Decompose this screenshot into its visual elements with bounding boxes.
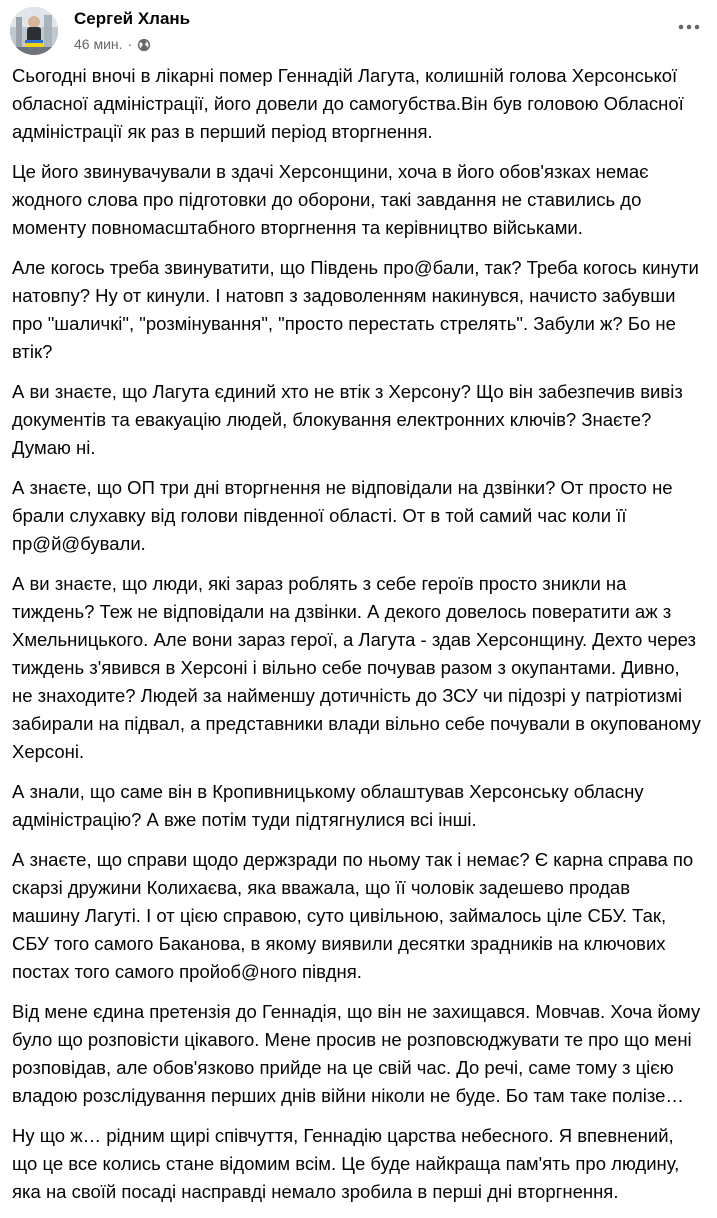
globe-icon[interactable]: [137, 38, 151, 52]
post-paragraph: Від мене єдина претензія до Геннадія, що він не захищався. Мовчав. Хоча йому було що розповісти цікавого. Мене просив не розповсюджувати те про що мені розповідав, але обов'язково прийде на це свій час. До речі, саме тому з цією владою розслідування перших днів війни ніколи не буде. Бо там таке полізе…: [12, 1001, 701, 1106]
post-paragraph: А ви знаєте, що люди, які зараз роблять з себе героїв просто зникли на тиждень? Теж не відповідали на дзвінки. А декого довелось повератити аж з Хмельницького. Але вони зараз герої, а Лагута - здав Херсонщину. Дехто через тиждень з'явився в Херсоні і вільно себе почував разом з окупантами. Дивно, не знаходите? Людей за найменшу дотичність до ЗСУ чи підозрі у патріотизмі забирали на підвал, а представники влади вільно себе почували в окупованому Херсоні.: [12, 573, 701, 762]
more-options-icon: [678, 24, 700, 30]
post-paragraph: Ну що ж… рідним щирі співчуття, Геннадію царства небесного. Я впевнений, що це все колись стане відомим всім. Це буде найкраща пам'ять про людину, яка на своїй посаді насправді немало зробила в перші дні вторгнення.: [12, 1125, 680, 1202]
post-text: [12, 62, 702, 1218]
post-paragraph: Але когось треба звинуватити, що Південь про@бали, так? Треба когось кинути натовпу? Ну от кинули. І натовп з задоволенням накинувся, начисто забувши про "шаличкі", "розмінування", "просто перестать стрелять". Забули ж? Бо не втік?: [12, 257, 699, 362]
post-paragraph: Сьогодні вночі в лікарні помер Геннадій Лагута, колишній голова Херсонської обласної адміністрації, його довели до самогубства.Він був головою Обласної адміністрації як раз в перший період вторгнення.: [12, 65, 684, 142]
post-paragraph: А ви знаєте, що Лагута єдиний хто не втік з Херсону? Що він забезпечив вивіз документів та евакуацію людей, блокування електронних ключів? Знаєте? Думаю ні.: [12, 381, 683, 458]
author-avatar[interactable]: [10, 7, 58, 55]
more-options-button[interactable]: [673, 11, 705, 43]
avatar-photo-icon: [10, 7, 58, 55]
post-paragraph: А знали, що саме він в Кропивницькому облаштував Херсонську обласну адміністрацію? А вже потім туди підтягнулися всі інші.: [12, 781, 644, 830]
author-name[interactable]: Сергей Хлань: [74, 9, 191, 28]
post-paragraph: А знаєте, що ОП три дні вторгнення не відповідали на дзвінки? От просто не брали слухавку від голови південної області. От в той самий час коли її пр@й@бували.: [12, 477, 673, 554]
post-header: [10, 5, 705, 59]
post-paragraph: А знаєте, що справи щодо держзради по ньому так і немає? Є карна справа по скарзі дружини Колихаєва, яка вважала, що її чоловік задешево продав машину Лагуті. І от цією справою, суто цивільною, займалось ціле СБУ. Так, СБУ того самого Баканова, в якому виявили десятки зрадників на ключових постах того самого пройоб@ного півдня.: [12, 849, 694, 982]
meta-separator: ·: [127, 36, 133, 52]
post-paragraph: Це його звинувачували в здачі Херсонщини, хоча в його обов'язках немає жодного слова про підготовки до оборони, такі завдання не ставились до моменту повномасштабного вторгнення та керівництво військами.: [12, 161, 649, 238]
post-meta: [74, 36, 151, 52]
post-timestamp[interactable]: 46 мин.: [74, 36, 123, 52]
